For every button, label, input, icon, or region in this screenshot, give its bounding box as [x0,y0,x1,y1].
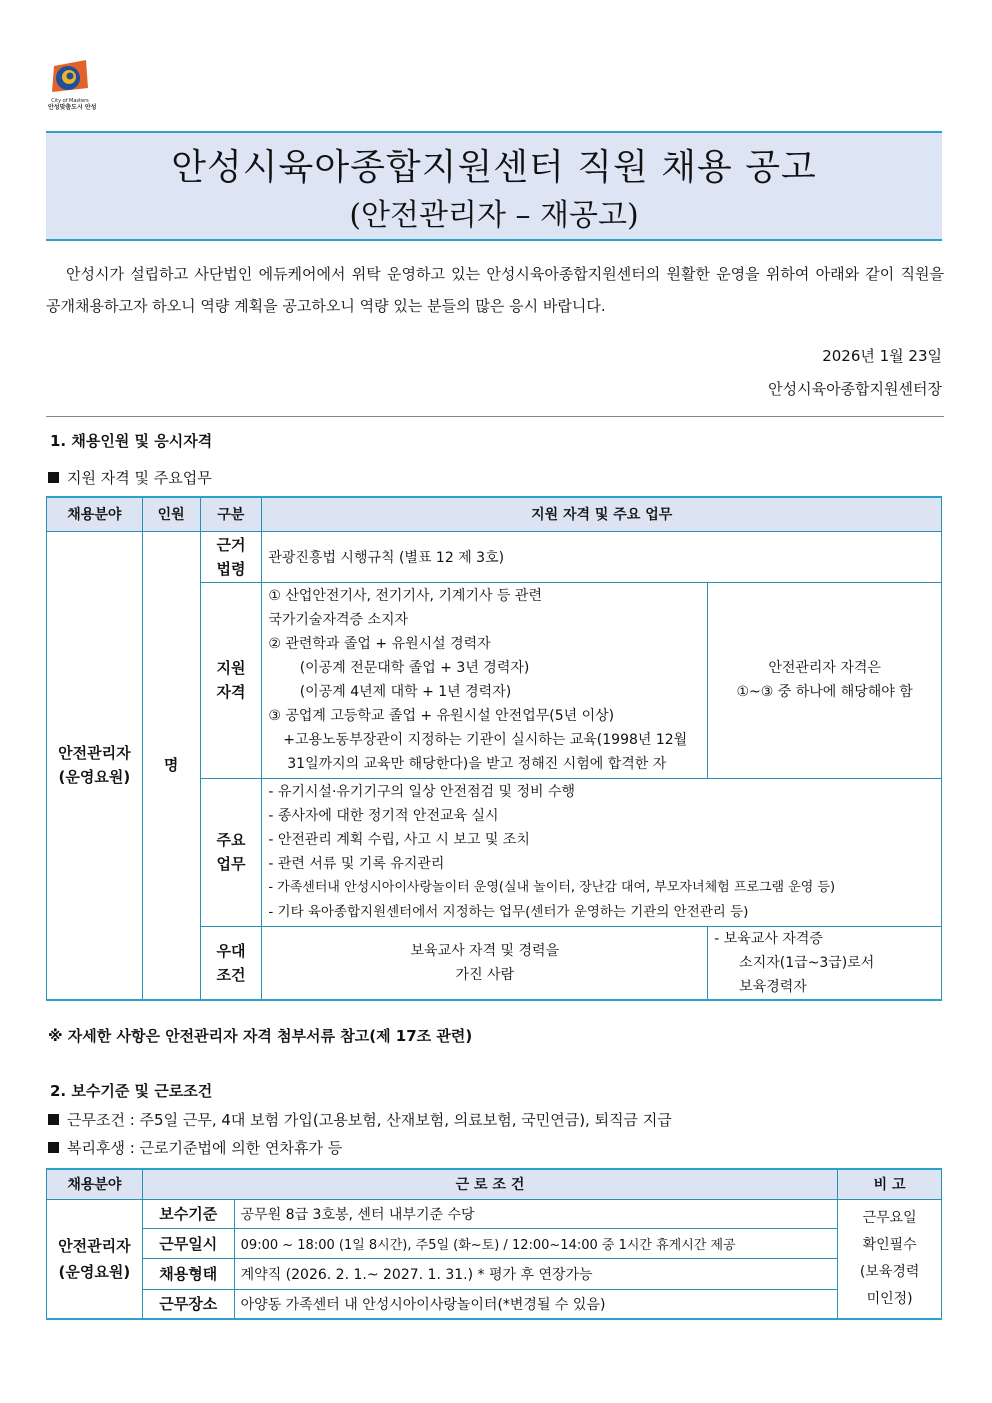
section-1-bullet [48,467,212,488]
duty-line: - 유기시설·유기기구의 일상 안전점검 및 정비 수행 [268,784,576,800]
qual-note-1: 안전관리자 자격은 [768,660,881,676]
square-bullet-icon [48,1142,59,1153]
qual-line: ② 관련학과 졸업 + 유원시설 경력자 [268,636,491,652]
remark-line: (보육경력 [859,1263,920,1280]
duty-list [262,778,942,926]
header-field: 채용분야 [47,1169,143,1199]
city-logo [48,58,97,116]
qualification-table [46,496,942,1001]
law-label-2: 법령 [216,559,246,578]
field-line-1: 안전관리자 [58,744,131,762]
qual-line: (이공계 전문대학 졸업 + 3년 경력자) [286,660,530,676]
header-count: 인원 [142,497,200,531]
bullet-text-welfare: 복리후생 : 근로기준법에 의한 연차휴가 등 [67,1139,343,1157]
duty-label-1: 주요 [216,831,246,849]
section-2-bullet-2 [48,1137,342,1158]
duty-line: - 가족센터내 안성시아이사랑놀이터 운영(실내 놀이터, 장난감 대여, 부모자녀체험 프로그램 운영 등) [268,880,836,895]
section-1-heading: 1. 채용인원 및 응시자격 [50,432,213,450]
law-text: 관광진흥법 시행규칙 (별표 12 제 3호) [262,531,942,582]
pref-label-2: 조건 [216,965,246,984]
divider [46,416,944,417]
field-cell [47,1199,143,1319]
logo-caption-en: City of Masters [51,98,89,104]
qual-label-1: 지원 [216,659,246,677]
qual-line: (이공계 4년제 대학 + 1년 경력자) [286,684,512,700]
anseong-emblem-icon [48,58,92,98]
page-title: 안성시육아종합지원센터 직원 채용 공고 [171,147,817,188]
qualification-list [262,582,708,778]
preference-detail [708,926,942,1000]
pref-line: 소지자(1급~3급)로서 [730,954,875,971]
reference-note: ※ 자세한 사항은 안전관리자 자격 첨부서류 참고(제 17조 관련) [48,1027,473,1045]
law-label-1: 근거 [216,535,246,554]
count-cell: 명 [142,531,200,1000]
qual-line: +고용노동부장관이 지정하는 기관이 실시하는 교육(1998년 12월 [274,732,688,748]
condition-value: 아양동 가족센터 내 안성시아이사랑놀이터(*변경될 수 있음) [234,1289,838,1319]
qual-label-2: 자격 [216,683,246,701]
condition-value: 공무원 8급 3호봉, 센터 내부기준 수당 [234,1199,838,1228]
section-2-bullet-1 [48,1109,672,1130]
square-bullet-icon [48,472,59,483]
header-details: 지원 자격 및 주요 업무 [262,497,942,531]
pref-line: 보육경력자 [730,978,807,995]
header-field: 채용분야 [47,497,143,531]
qual-line: ① 산업안전기사, 전기기사, 기계기사 등 관련 [268,588,542,604]
field-line-2: (운영요원) [58,768,131,786]
duty-line: - 종사자에 대한 정기적 안전교육 실시 [268,808,499,824]
qualification-note [708,582,942,778]
duty-label-2: 업무 [216,855,246,873]
condition-key: 근무장소 [142,1289,234,1319]
field-line-1: 안전관리자 [58,1236,131,1255]
condition-key: 보수기준 [142,1199,234,1228]
qual-line: ③ 공업계 고등학교 졸업 + 유원시설 안전업무(5년 이상) [268,708,615,724]
duty-line: - 안전관리 계획 수립, 사고 시 보고 및 조치 [268,832,530,848]
qual-line: 국가기술자격증 소지자 [268,612,409,628]
duty-line: - 기타 육아종합지원센터에서 지정하는 업무(센터가 운영하는 기관의 안전관리 등) [268,904,749,920]
remark-line: 근무요일 [862,1209,917,1226]
condition-key: 채용형태 [142,1258,234,1289]
duty-label [200,778,262,926]
remark-line: 확인필수 [862,1236,917,1253]
pref-label-1: 우대 [216,941,246,960]
header-conditions: 근 로 조 건 [142,1169,838,1199]
pref-line: - 보육교사 자격증 [714,930,823,947]
section-2-heading: 2. 보수기준 및 근로조건 [50,1082,213,1100]
duty-line: - 관련 서류 및 기록 유지관리 [268,856,445,872]
preference-main [262,926,708,1000]
law-label [200,531,262,582]
remark-line: 미인정) [866,1290,913,1307]
qualification-label [200,582,262,778]
pref-mid-2: 가진 사람 [455,966,515,983]
qual-line: 31일까지의 교육만 해당한다)을 받고 정해진 시험에 합격한 자 [278,756,667,772]
title-banner [46,131,942,241]
condition-value: 계약직 (2026. 2. 1.~ 2027. 1. 31.) * 평가 후 연장가능 [234,1258,838,1289]
pref-mid-1: 보육교사 자격 및 경력을 [410,942,560,959]
logo-caption-kr: 안성맞춤도시 안성 [48,104,97,111]
intro-paragraph: 안성시가 설립하고 사단법인 에듀케어에서 위탁 운영하고 있는 안성시육아종합지원센터의 원활한 운영을 위하여 아래와 같이 직원을 공개채용하고자 하오니 역량 계획을 공고하오니 역량 있는 분들의 많은 응시 바랍니다. [46,265,944,315]
announcement-date: 2026년 1월 23일 [822,347,942,365]
field-cell [47,531,143,1000]
square-bullet-icon [48,1114,59,1125]
signer: 안성시육아종합지원센터장 [768,380,942,398]
field-line-2: (운영요원) [58,1262,131,1281]
header-category: 구분 [200,497,262,531]
remarks-cell [838,1199,942,1319]
section-1-bullet-text: 지원 자격 및 주요업무 [67,469,212,487]
condition-value: 09:00 ~ 18:00 (1일 8시간), 주5일 (화~토) / 12:00~14:00 중 1시간 휴게시간 제공 [234,1228,838,1258]
preference-label [200,926,262,1000]
condition-key: 근무일시 [142,1228,234,1258]
bullet-text-work: 근무조건 : 주5일 근무, 4대 보험 가입(고용보험, 산재보험, 의료보험, 국민연금), 퇴직금 지급 [67,1111,672,1129]
page-subtitle: (안전관리자 – 재공고) [349,198,639,233]
header-remarks: 비 고 [838,1169,942,1199]
conditions-table [46,1168,942,1320]
qual-note-2: ①~③ 중 하나에 해당해야 함 [736,684,913,700]
